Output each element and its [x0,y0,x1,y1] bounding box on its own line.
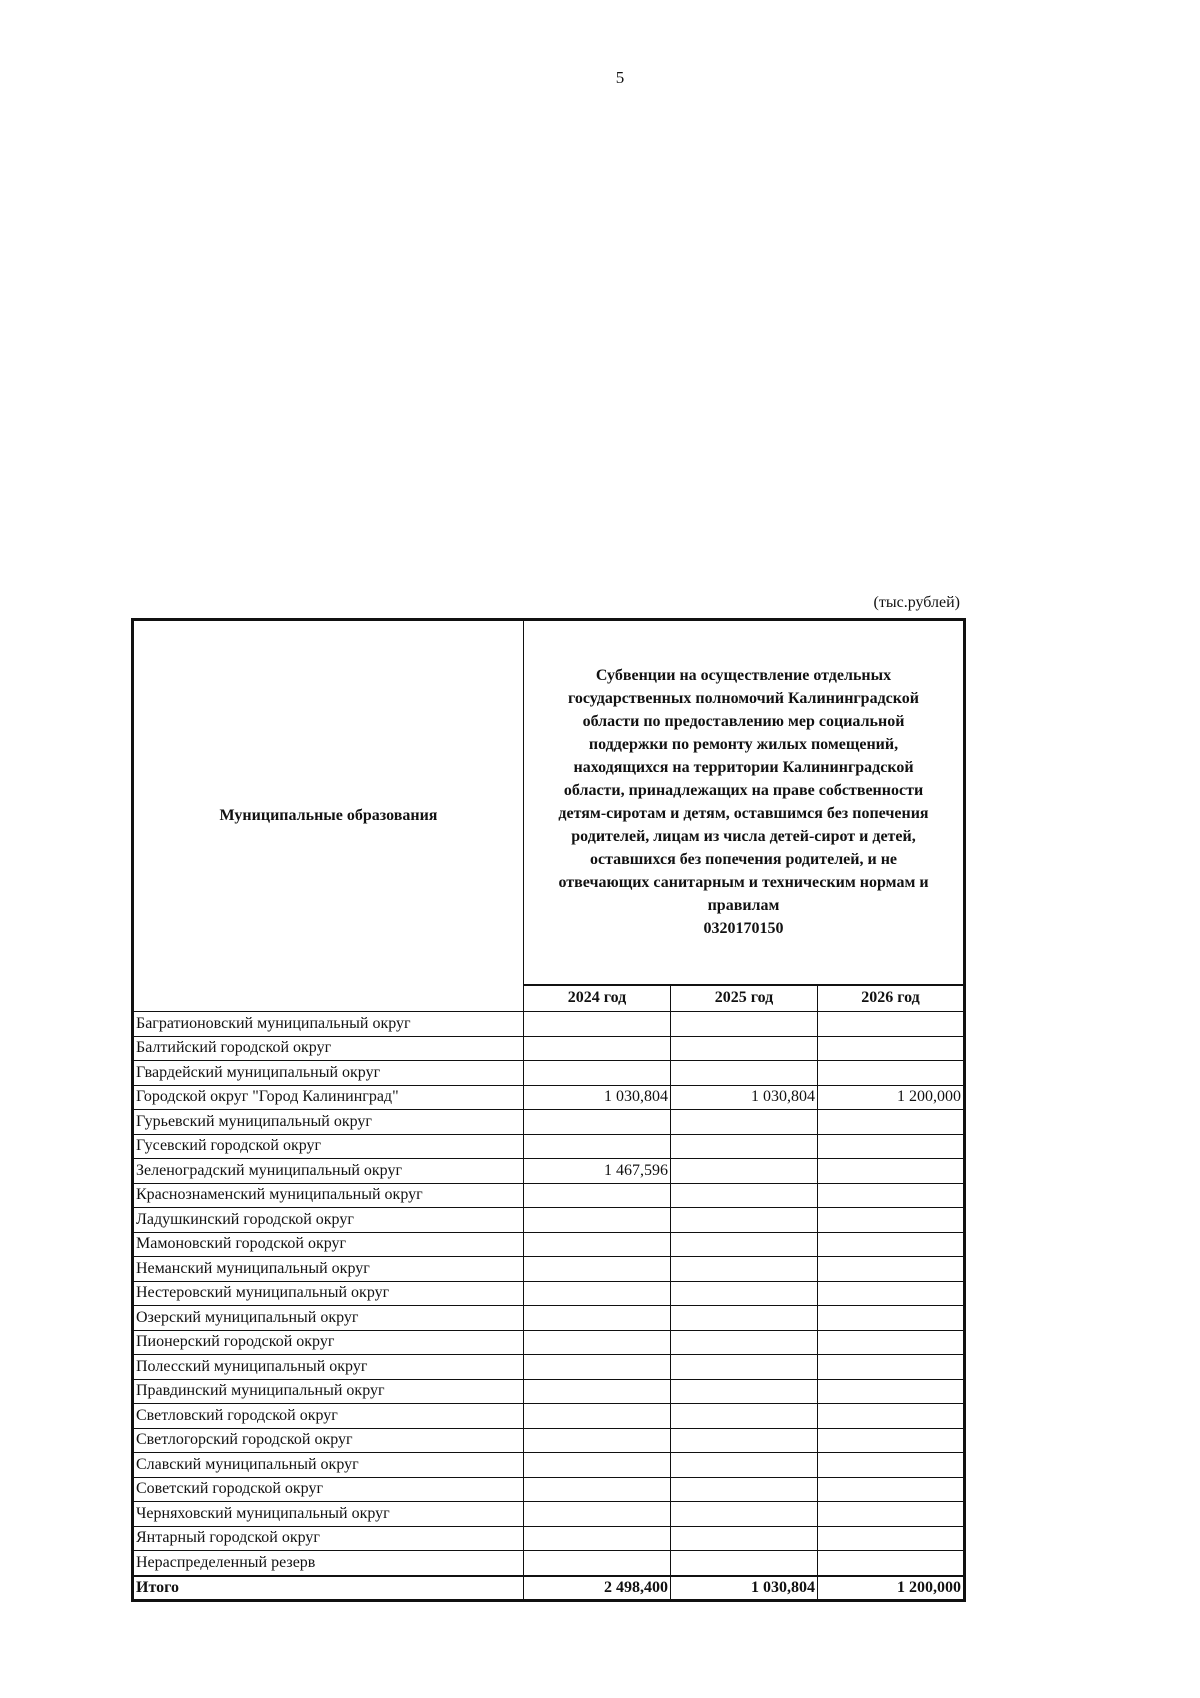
subvention-code: 0320170150 [703,920,784,938]
value-2025 [671,1159,818,1184]
value-2026 [818,1159,965,1184]
municipality-name: Светловский городской округ [133,1404,524,1429]
value-2026 [818,1477,965,1502]
municipality-name: Правдинский муниципальный округ [133,1379,524,1404]
value-2024 [524,1502,671,1527]
value-2025 [671,1232,818,1257]
value-2025 [671,1257,818,1282]
value-2025: 1 030,804 [671,1085,818,1110]
table-row [133,1257,965,1282]
table-row [133,1085,965,1110]
value-2024 [524,1526,671,1551]
value-2026 [818,1110,965,1135]
municipality-name: Балтийский городской округ [133,1036,524,1061]
municipality-name: Советский городской округ [133,1477,524,1502]
table-row [133,1134,965,1159]
value-2026 [818,1257,965,1282]
page-number: 5 [615,68,625,87]
value-2025 [671,1012,818,1037]
subvention-header-line: Субвенции на осуществление отдельных [595,667,892,685]
table-row [133,1110,965,1135]
subvention-header-line: области по предоставлению мер социальной [582,713,905,731]
value-2024 [524,1306,671,1331]
value-2024 [524,1404,671,1429]
value-2026 [818,1453,965,1478]
value-2026 [818,1232,965,1257]
table-row [133,1404,965,1429]
municipality-name: Зеленоградский муниципальный округ [133,1159,524,1184]
value-2026 [818,1183,965,1208]
municipality-name: Городской округ "Город Калининград" [133,1085,524,1110]
value-2025 [671,1208,818,1233]
table-row [133,1281,965,1306]
value-2024 [524,1208,671,1233]
municipality-name: Гурьевский муниципальный округ [133,1110,524,1135]
value-2025 [671,1183,818,1208]
value-2026 [818,1526,965,1551]
table-body [133,1012,965,1601]
value-2024 [524,1281,671,1306]
municipality-name: Нестеровский муниципальный округ [133,1281,524,1306]
table-row [133,1208,965,1233]
municipality-name: Неманский муниципальный округ [133,1257,524,1282]
municipality-name: Нераспределенный резерв [133,1551,524,1576]
value-2026 [818,1551,965,1576]
table-row [133,1551,965,1576]
value-2025 [671,1110,818,1135]
value-2024 [524,1061,671,1086]
value-2025 [671,1477,818,1502]
table-row [133,1183,965,1208]
value-2024 [524,1330,671,1355]
value-2024 [524,1183,671,1208]
value-2025 [671,1379,818,1404]
subvention-header-line: области, принадлежащих на праве собственности [563,782,924,800]
municipality-name: Багратионовский муниципальный округ [133,1012,524,1037]
total-2026: 1 200,000 [818,1576,965,1601]
value-2025 [671,1404,818,1429]
value-2024: 1 467,596 [524,1159,671,1184]
subvention-header-line: детям-сиротам и детям, оставшимся без попечения [558,805,929,823]
subvention-header-line: государственных полномочий Калининградской [568,690,919,708]
subvention-header-text [530,664,957,917]
table-row [133,1355,965,1380]
municipality-name: Ладушкинский городской округ [133,1208,524,1233]
subvention-table-container [131,618,966,1602]
value-2024 [524,1453,671,1478]
value-2026 [818,1281,965,1306]
municipality-name: Славский муниципальный округ [133,1453,524,1478]
value-2025 [671,1134,818,1159]
municipality-name: Пионерский городской округ [133,1330,524,1355]
value-2024: 1 030,804 [524,1085,671,1110]
table-row [133,1159,965,1184]
municipality-name: Мамоновский городской округ [133,1232,524,1257]
value-2026 [818,1134,965,1159]
value-2026 [818,1428,965,1453]
subvention-header [524,620,965,985]
table-row [133,1477,965,1502]
table-row [133,1012,965,1037]
value-2024 [524,1012,671,1037]
value-2024 [524,1257,671,1282]
value-2025 [671,1526,818,1551]
municipality-name: Черняховский муниципальный округ [133,1502,524,1527]
value-2025 [671,1281,818,1306]
value-2026 [818,1404,965,1429]
subvention-header-line: правилам [707,897,780,915]
municipalities-header: Муниципальные образования [133,620,524,1012]
year-header-2024: 2024 год [524,985,671,1012]
value-2024 [524,1477,671,1502]
table-row [133,1502,965,1527]
municipality-name: Полесский муниципальный округ [133,1355,524,1380]
value-2025 [671,1502,818,1527]
table-row [133,1036,965,1061]
value-2026 [818,1379,965,1404]
value-2025 [671,1428,818,1453]
table-row [133,1330,965,1355]
value-2026 [818,1355,965,1380]
year-header-2025: 2025 год [671,985,818,1012]
value-2026 [818,1306,965,1331]
table-row [133,1526,965,1551]
value-2025 [671,1061,818,1086]
table-row [133,1061,965,1086]
value-2026 [818,1036,965,1061]
value-2025 [671,1036,818,1061]
value-2024 [524,1355,671,1380]
municipality-name: Янтарный городской округ [133,1526,524,1551]
subvention-header-line: оставшихся без попечения родителей, и не [589,851,898,869]
value-2024 [524,1428,671,1453]
value-2025 [671,1355,818,1380]
value-2024 [524,1134,671,1159]
table-row [133,1428,965,1453]
total-label: Итого [133,1576,524,1601]
value-2026 [818,1012,965,1037]
table-row [133,1232,965,1257]
subvention-table [131,618,966,1602]
value-2025 [671,1306,818,1331]
year-header-2026: 2026 год [818,985,965,1012]
value-2024 [524,1232,671,1257]
value-2026 [818,1502,965,1527]
municipality-name: Светлогорский городской округ [133,1428,524,1453]
value-2025 [671,1551,818,1576]
value-2026 [818,1208,965,1233]
value-2026: 1 200,000 [818,1085,965,1110]
value-2024 [524,1036,671,1061]
value-2024 [524,1379,671,1404]
table-row [133,1306,965,1331]
value-2026 [818,1330,965,1355]
value-2024 [524,1110,671,1135]
value-2026 [818,1061,965,1086]
value-2025 [671,1330,818,1355]
table-row [133,1379,965,1404]
value-2024 [524,1551,671,1576]
subvention-header-line: отвечающих санитарным и техническим нормам и [558,874,929,892]
municipality-name: Краснознаменский муниципальный округ [133,1183,524,1208]
municipality-name: Озерский муниципальный округ [133,1306,524,1331]
total-2024: 2 498,400 [524,1576,671,1601]
subvention-header-line: находящихся на территории Калининградской [573,759,914,777]
municipality-name: Гусевский городской округ [133,1134,524,1159]
total-2025: 1 030,804 [671,1576,818,1601]
subvention-header-line: поддержки по ремонту жилых помещений, [588,736,899,754]
units-label: (тыс.рублей) [873,594,960,611]
municipality-name: Гвардейский муниципальный округ [133,1061,524,1086]
table-row [133,1453,965,1478]
total-row [133,1576,965,1601]
value-2025 [671,1453,818,1478]
subvention-header-line: родителей, лицам из числа детей-сирот и детей, [571,828,916,846]
